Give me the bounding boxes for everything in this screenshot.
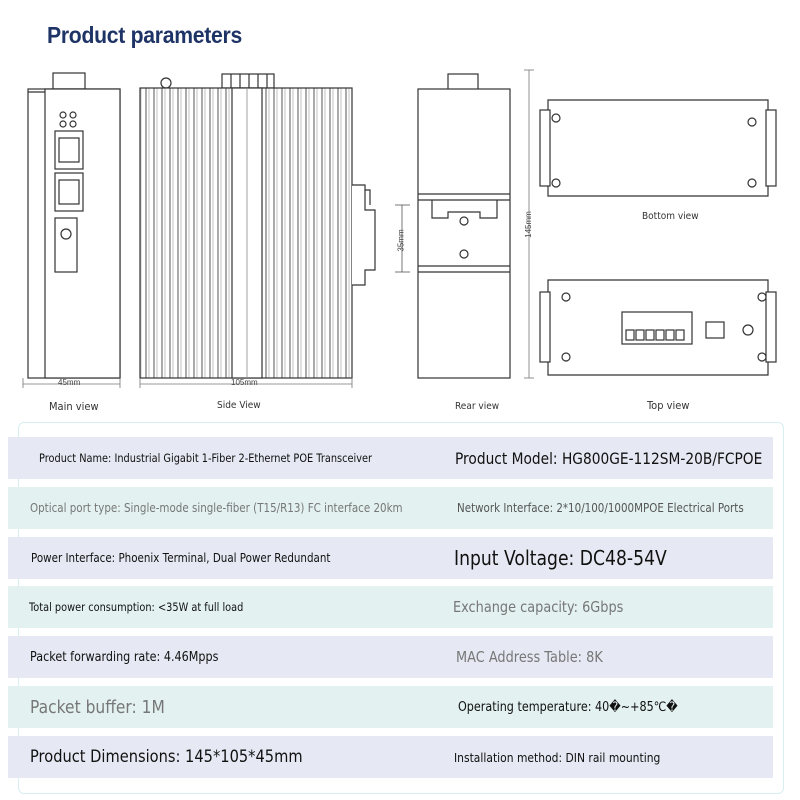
spec-packet-buffer: Packet buffer: 1M [30,696,165,718]
spec-optical-port: Optical port type: Single-mode single-fiber (T15/R13) FC interface 20km [30,501,403,515]
top-view-caption: Top view [647,399,690,412]
spec-forwarding-rate: Packet forwarding rate: 4.46Mpps [30,649,219,665]
spec-network-interface: Network Interface: 2*10/100/1000MPOE Electrical Ports [457,501,744,515]
spec-row [8,636,773,678]
side-view-drawing [140,74,410,388]
main-view-caption: Main view [49,400,99,413]
spec-row [8,586,773,628]
spec-row [8,686,773,728]
page-title: Product parameters [47,22,242,48]
spec-row [8,487,773,529]
rail-dimension: 35mm [396,229,406,252]
top-view-drawing [540,280,776,375]
spec-mac-table: MAC Address Table: 8K [456,648,603,666]
main-view-drawing [23,73,120,388]
spec-power-consumption: Total power consumption: <35W at full load [29,600,244,614]
side-view-caption: Side View [217,400,261,411]
rear-view-caption: Rear view [455,401,500,412]
rear-view-drawing [418,70,534,378]
bottom-view-drawing [540,100,776,196]
spec-dimensions: Product Dimensions: 145*105*45mm [30,747,303,767]
depth-dimension: 105mm [231,378,258,387]
bottom-view-caption: Bottom view [642,211,699,222]
spec-product-name: Product Name: Industrial Gigabit 1-Fiber 2-Ethernet POE Transceiver [39,451,373,465]
spec-row [8,437,773,479]
spec-row [8,537,773,579]
technical-drawing [0,60,800,420]
spec-product-model: Product Model: HG800GE-112SM-20B/FCPOE [455,448,763,468]
spec-installation: Installation method: DIN rail mounting [454,749,661,765]
spec-power-interface: Power Interface: Phoenix Terminal, Dual Power Redundant [31,551,331,565]
spec-input-voltage: Input Voltage: DC48-54V [454,546,667,570]
width-dimension: 45mm [58,378,81,387]
height-dimension: 145mm [523,211,533,238]
spec-operating-temperature: Operating temperature: 40�~+85℃� [458,699,678,715]
spec-row [8,736,773,778]
spec-exchange-capacity: Exchange capacity: 6Gbps [453,598,624,616]
